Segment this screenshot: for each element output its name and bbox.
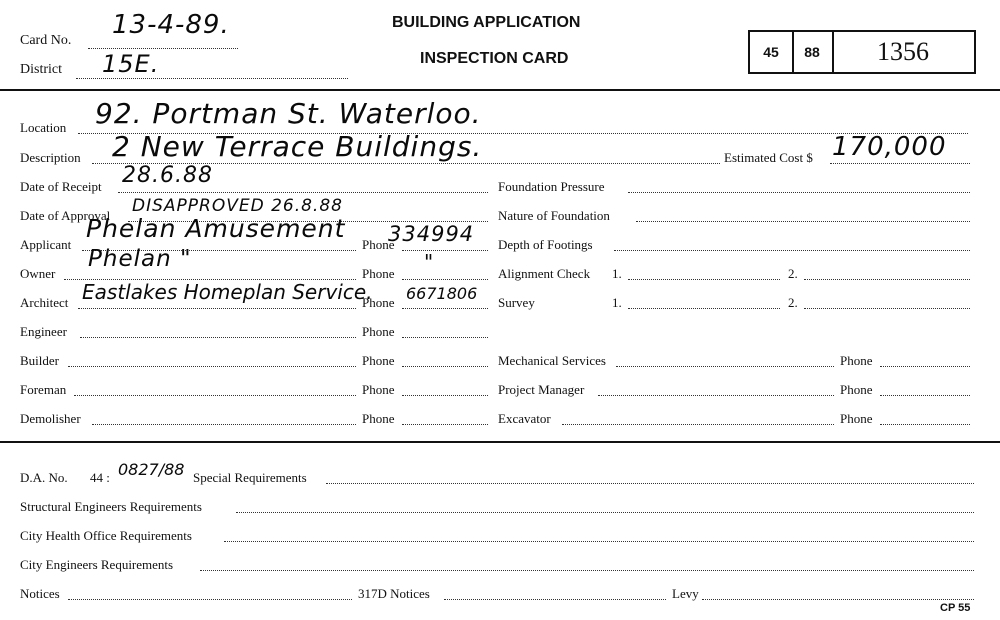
builder-phone-line	[402, 366, 488, 367]
architect-line	[78, 308, 356, 309]
card-number: 1356	[877, 37, 929, 66]
city-engineers-requirements-line	[200, 570, 974, 571]
demolisher-phone-line	[402, 424, 488, 425]
engineer-phone-line	[402, 337, 488, 338]
engineer-phone-label: Phone	[362, 324, 395, 339]
estimated-cost-line	[830, 163, 970, 164]
survey-num-2: 2.	[788, 295, 798, 310]
applicant-phone: 334994	[388, 222, 475, 246]
da-number: 0827/88	[118, 460, 185, 479]
description-label: Description	[20, 150, 81, 165]
engineer-line	[80, 337, 356, 338]
excavator-phone-label: Phone	[840, 411, 873, 426]
structural-requirements-label: Structural Engineers Requirements	[20, 499, 202, 514]
builder-label: Builder	[20, 353, 59, 368]
middle-rule	[0, 441, 1000, 443]
notices-label: Notices	[20, 586, 60, 601]
owner-phone: "	[424, 250, 435, 274]
survey-label: Survey	[498, 295, 535, 310]
depth-of-footings-label: Depth of Footings	[498, 237, 593, 252]
excavator-label: Excavator	[498, 411, 551, 426]
health-requirements-label: City Health Office Requirements	[20, 528, 192, 543]
box-field-a: 45	[750, 32, 794, 72]
excavator-phone-line	[880, 424, 970, 425]
mechanical-services-phone-line	[880, 366, 970, 367]
foreman-line	[74, 395, 356, 396]
foreman-phone-label: Phone	[362, 382, 395, 397]
receipt-line	[118, 192, 488, 193]
architect-value: Eastlakes Homeplan Service.	[82, 280, 373, 304]
project-manager-phone-line	[880, 395, 970, 396]
engineer-label: Engineer	[20, 324, 67, 339]
title-line-1: BUILDING APPLICATION	[392, 14, 581, 31]
nature-of-foundation-label: Nature of Foundation	[498, 208, 610, 223]
project-manager-label: Project Manager	[498, 382, 585, 397]
project-manager-phone-label: Phone	[840, 382, 873, 397]
foundation-pressure-label: Foundation Pressure	[498, 179, 605, 194]
architect-phone: 6671806	[406, 284, 478, 303]
mechanical-services-phone-label: Phone	[840, 353, 873, 368]
project-manager-line	[598, 395, 834, 396]
owner-phone-label: Phone	[362, 266, 395, 281]
demolisher-phone-label: Phone	[362, 411, 395, 426]
receipt-value: 28.6.88	[122, 163, 213, 188]
special-requirements-label: Special Requirements	[193, 470, 307, 485]
foreman-label: Foreman	[20, 382, 67, 397]
builder-phone-label: Phone	[362, 353, 395, 368]
architect-phone-line	[402, 308, 488, 309]
description-value: 2 New Terrace Buildings.	[112, 130, 483, 163]
owner-value: Phelan "	[88, 246, 192, 272]
card-no-label: Card No.	[20, 33, 72, 48]
survey-line-1	[628, 308, 780, 309]
city-engineers-requirements-label: City Engineers Requirements	[20, 557, 174, 572]
alignment-check-line-1	[628, 279, 780, 280]
mechanical-services-label: Mechanical Services	[498, 353, 606, 368]
survey-num-1: 1.	[612, 295, 622, 310]
levy-line	[702, 599, 974, 600]
estimated-cost-label: Estimated Cost $	[724, 150, 813, 165]
foreman-phone-line	[402, 395, 488, 396]
excavator-line	[562, 424, 834, 425]
approval-value: DISAPPROVED 26.8.88	[132, 196, 343, 216]
card-no-line	[88, 48, 238, 49]
health-requirements-line	[224, 541, 974, 542]
depth-of-footings-line	[614, 250, 970, 251]
applicant-label: Applicant	[20, 237, 72, 252]
da-prefix: 44 :	[90, 470, 110, 485]
header-rule	[0, 89, 1000, 91]
architect-phone-label: Phone	[362, 295, 395, 310]
special-requirements-line	[326, 483, 974, 484]
builder-line	[68, 366, 356, 367]
demolisher-line	[92, 424, 356, 425]
alignment-check-num-2: 2.	[788, 266, 798, 281]
receipt-label: Date of Receipt	[20, 179, 102, 194]
structural-requirements-line	[236, 512, 974, 513]
alignment-check-num-1: 1.	[612, 266, 622, 281]
title-line-2: INSPECTION CARD	[420, 50, 569, 67]
location-label: Location	[20, 120, 67, 135]
applicant-phone-line	[402, 250, 488, 251]
survey-line-2	[804, 308, 970, 309]
da-label: D.A. No.	[20, 470, 68, 485]
owner-phone-line	[402, 279, 488, 280]
card-no-value: 13-4-89.	[112, 10, 230, 40]
317d-notices-line	[444, 599, 666, 600]
approval-label: Date of Approval	[20, 208, 111, 223]
alignment-check-line-2	[804, 279, 970, 280]
applicant-phone-label: Phone	[362, 237, 395, 252]
district-value: 15E.	[102, 50, 160, 78]
317d-notices-label: 317D Notices	[358, 586, 430, 601]
box-field-b: 88	[792, 32, 834, 72]
architect-label: Architect	[20, 295, 69, 310]
location-value: 92. Portman St. Waterloo.	[95, 97, 482, 130]
nature-of-foundation-line	[636, 221, 970, 222]
district-line	[76, 78, 348, 79]
applicant-value: Phelan Amusement	[86, 214, 346, 243]
demolisher-label: Demolisher	[20, 411, 81, 426]
notices-line	[68, 599, 352, 600]
alignment-check-label: Alignment Check	[498, 266, 591, 281]
form-code: CP 55	[940, 602, 971, 614]
foundation-pressure-line	[628, 192, 970, 193]
estimated-cost-value: 170,000	[832, 132, 947, 162]
levy-label: Levy	[672, 586, 699, 601]
owner-label: Owner	[20, 266, 56, 281]
mechanical-services-line	[616, 366, 834, 367]
card-number-box	[748, 30, 976, 74]
district-label: District	[20, 62, 62, 77]
